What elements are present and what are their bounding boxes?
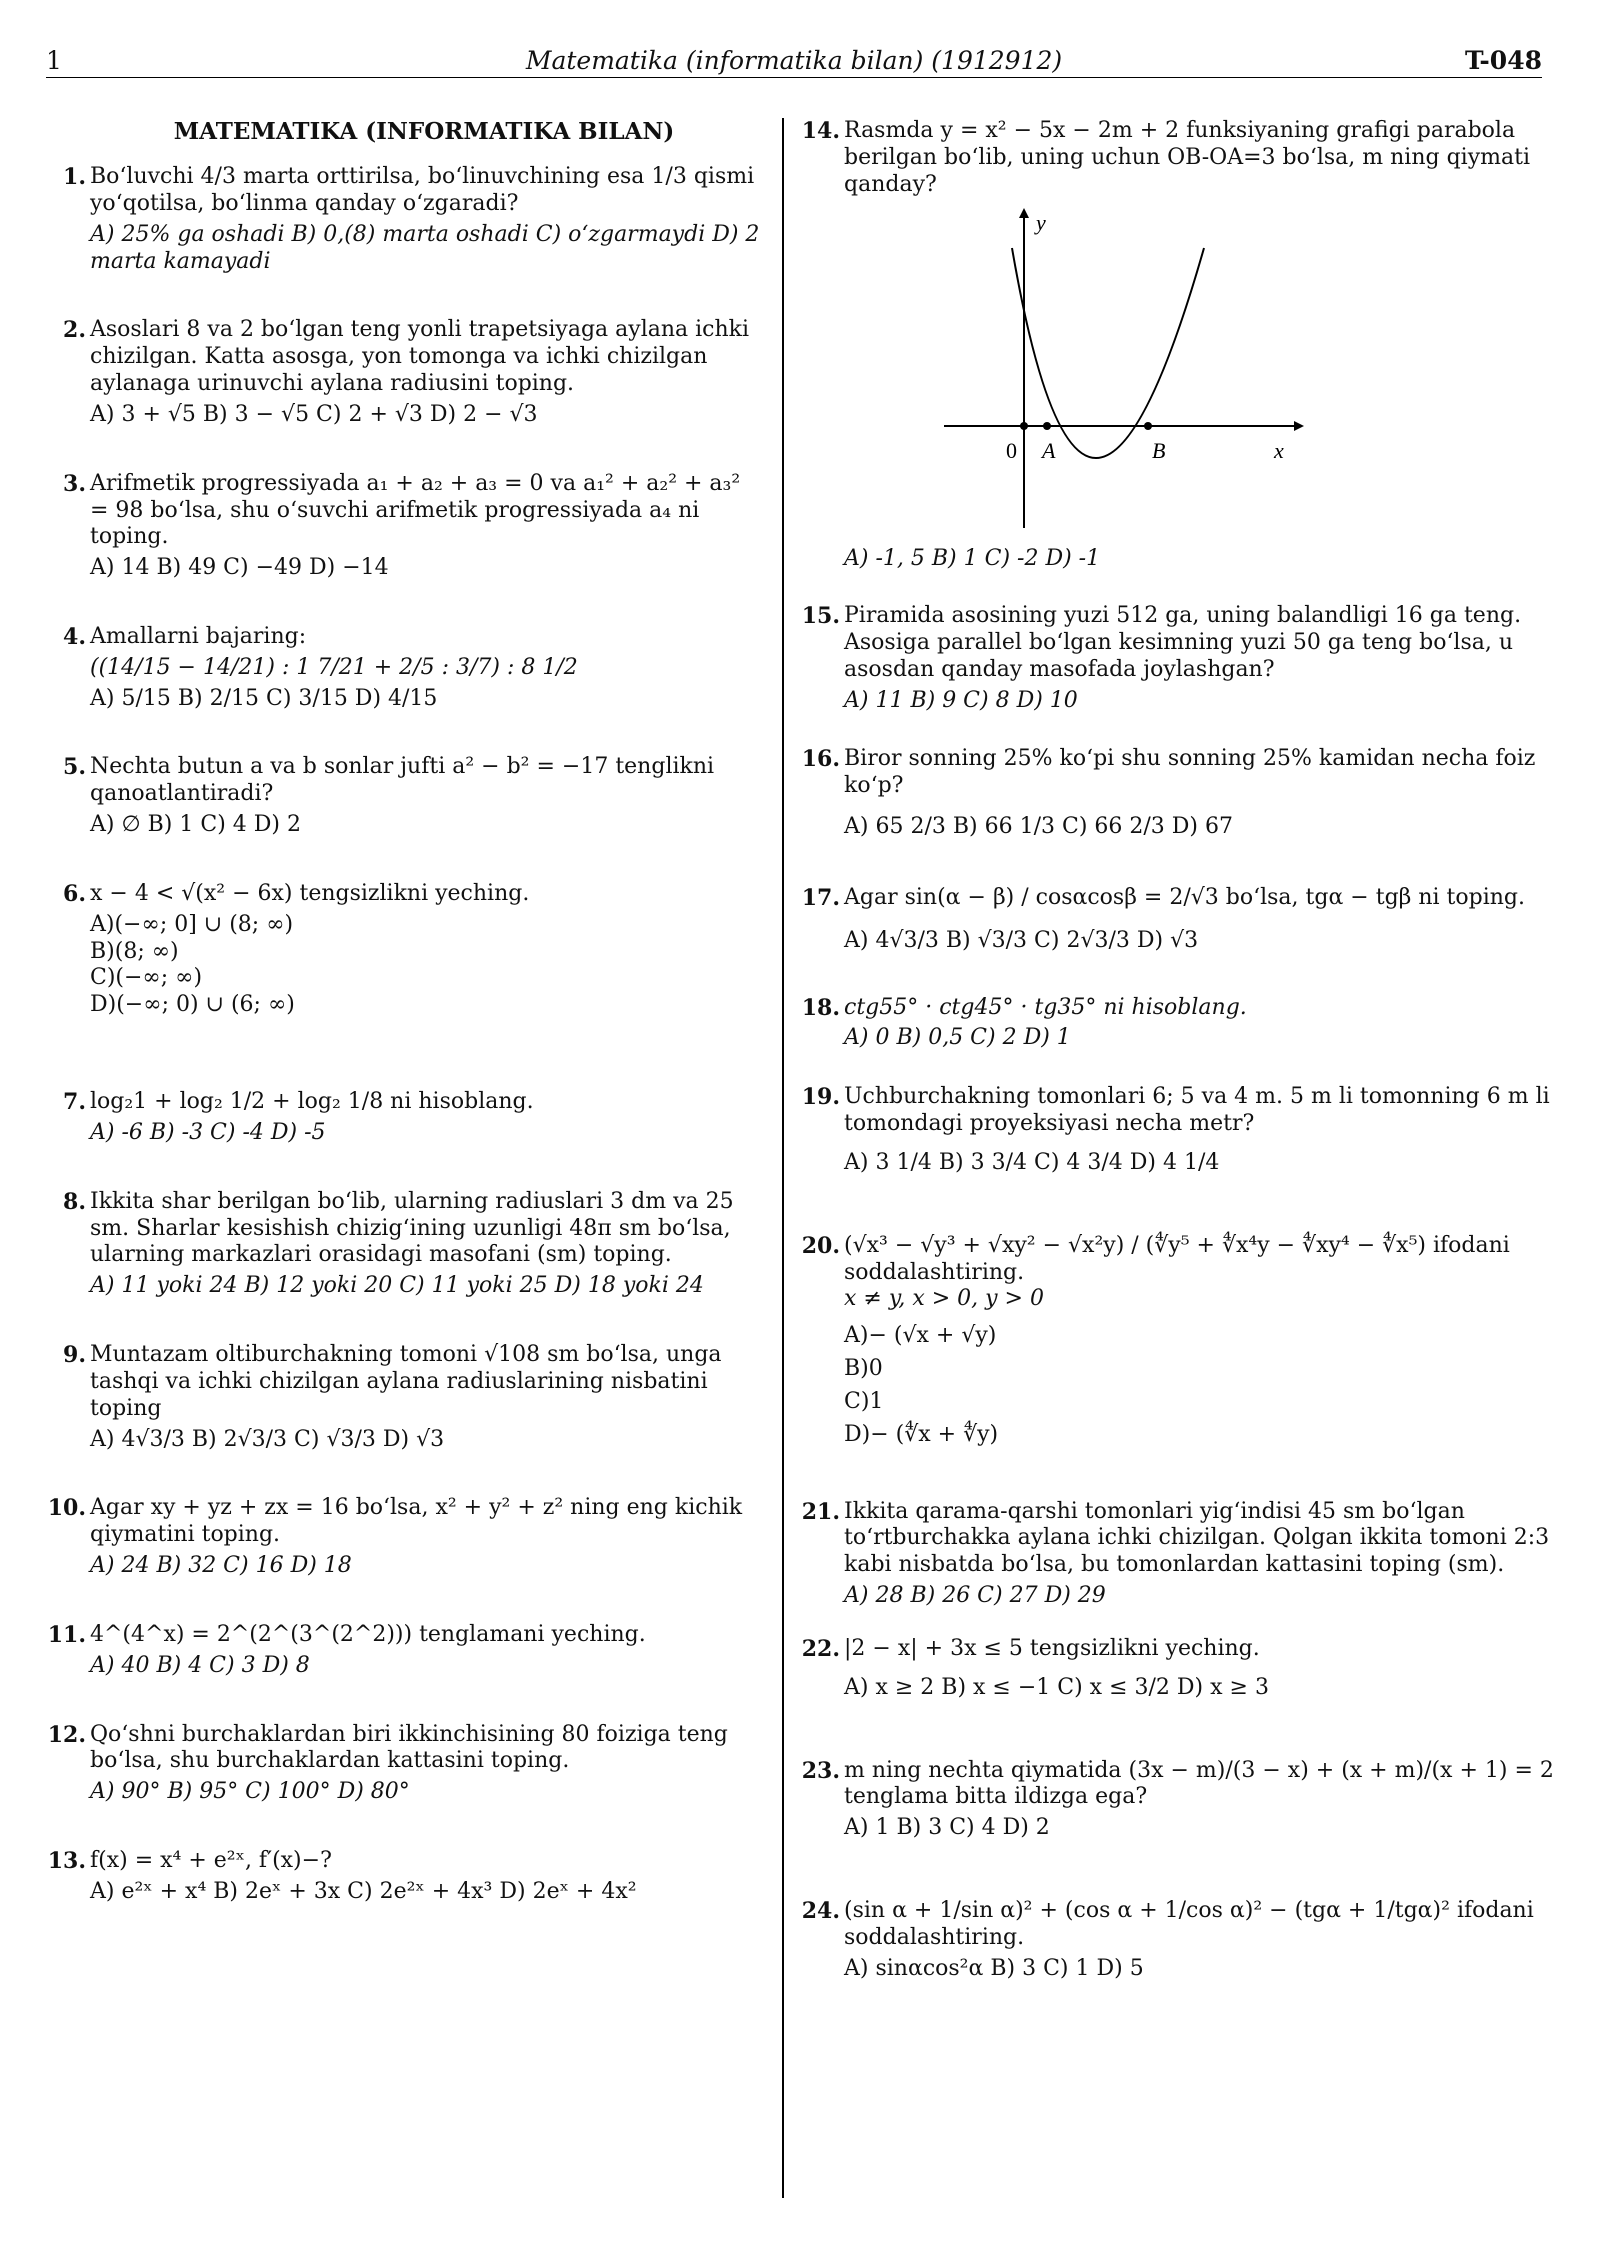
y-axis-arrow [1019, 208, 1029, 218]
question-text: Qo‘shni burchaklardan biri ikkinchisining 80 foiziga teng bo‘lsa, shu burchaklardan kattasini toping. [90, 1721, 728, 1774]
question-5 [46, 754, 762, 838]
answer-options: A) 25% ga oshadi B) 0,(8) marta oshadi C) o‘zgarmaydi D) 2 marta kamayadi [90, 221, 760, 274]
column-divider [782, 118, 784, 2198]
point-a-label: A [1042, 438, 1056, 464]
question-number: 5. [63, 754, 86, 781]
test-code: T-048 [1464, 46, 1542, 75]
answer-option-c: C)1 [844, 1388, 884, 1414]
question-13 [46, 1848, 762, 1906]
question-number: 21. [801, 1498, 840, 1525]
question-number: 1. [63, 164, 86, 191]
question-number: 7. [63, 1089, 86, 1116]
question-11 [46, 1622, 762, 1680]
answer-options: A) 14 B) 49 C) −49 D) −14 [90, 555, 389, 581]
answer-option-b: B)(8; ∞) [90, 938, 179, 964]
answer-options: A) 65 2/3 B) 66 1/3 C) 66 2/3 D) 67 [844, 814, 1233, 840]
question-12 [46, 1722, 762, 1806]
answer-options: A) 4√3/3 B) √3/3 C) 2√3/3 D) √3 [844, 927, 1199, 953]
question-number: 11. [47, 1621, 86, 1648]
page-number: 1 [46, 46, 62, 75]
question-22 [800, 1636, 1560, 1702]
y-axis-label: y [1036, 210, 1046, 236]
question-text: log₂1 + log₂ 1/2 + log₂ 1/8 ni hisoblang. [90, 1089, 534, 1115]
answer-options: A) 24 B) 32 C) 16 D) 18 [90, 1553, 352, 1579]
answer-options: A) 28 B) 26 C) 27 D) 29 [844, 1583, 1106, 1609]
question-2 [46, 317, 762, 428]
question-9 [46, 1342, 762, 1453]
answer-options: A) e²ˣ + x⁴ B) 2eˣ + 3x C) 2e²ˣ + 4x³ D) 2eˣ + 4x² [90, 1878, 637, 1904]
point-a [1043, 422, 1051, 430]
question-number: 14. [801, 118, 840, 144]
question-condition: x ≠ y, x > 0, y > 0 [844, 1286, 1044, 1312]
question-number: 9. [63, 1342, 86, 1369]
question-7 [46, 1089, 762, 1147]
answer-options: A) 11 B) 9 C) 8 D) 10 [844, 687, 1078, 713]
question-6 [46, 881, 762, 1019]
parabola-graph-svg [944, 208, 1304, 528]
question-23 [800, 1758, 1560, 1842]
question-17 [800, 885, 1560, 955]
question-text: Biror sonning 25% ko‘pi shu sonning 25% kamidan necha foiz ko‘p? [844, 746, 1536, 799]
question-14 [800, 118, 1560, 573]
question-text: Asoslari 8 va 2 bo‘lgan teng yonli trapetsiyaga aylana ichki chizilgan. Katta asosga, yon tomonga va ichki chizilgan aylanaga urinuvchi aylana radiusini toping. [90, 317, 750, 397]
answer-options: A) 11 yoki 24 B) 12 yoki 20 C) 11 yoki 25 D) 18 yoki 24 [90, 1273, 704, 1299]
question-text: m ning nechta qiymatida (3x − m)/(3 − x) + (x + m)/(x + 1) = 2 tenglama bitta ildizga ega? [844, 1757, 1554, 1810]
question-1 [46, 164, 762, 275]
question-3 [46, 471, 762, 582]
question-text: Muntazam oltiburchakning tomoni √108 sm bo‘lsa, unga tashqi va ichki chizilgan aylana radiuslarining nisbatini toping [90, 1342, 722, 1421]
answer-option-a: A)(−∞; 0] ∪ (8; ∞) [90, 911, 294, 937]
question-text: (√x³ − √y³ + √xy² − √x²y) / (∜y⁵ + ∜x⁴y − ∜xy⁴ − ∜x⁵) ifodani soddalashtiring. [844, 1232, 1510, 1285]
answer-options: A) 40 B) 4 C) 3 D) 8 [90, 1652, 310, 1678]
question-19 [800, 1084, 1560, 1176]
question-18 [800, 995, 1560, 1053]
question-text: Piramida asosining yuzi 512 ga, uning balandligi 16 ga teng. Asosiga parallel bo‘lgan kesimning yuzi 50 ga teng bo‘lsa, u asosdan qanday masofada joylashgan? [844, 603, 1522, 682]
question-number: 12. [47, 1721, 86, 1748]
answer-options: A) ∅ B) 1 C) 4 D) 2 [90, 812, 301, 838]
answer-option-a: A)− (√x + √y) [844, 1323, 997, 1349]
answer-options: A) sinαcos²α B) 3 C) 1 D) 5 [844, 1955, 1144, 1981]
x-axis-arrow [1294, 421, 1304, 431]
question-text: Rasmda y = x² − 5x − 2m + 2 funksiyaning grafigi parabola berilgan bo‘lib, uning uchun OB-OA=3 bo‘lsa, m ning qiymati qanday? [844, 118, 1530, 197]
question-text: Arifmetik progressiyada a₁ + a₂ + a₃ = 0 va a₁² + a₂² + a₃² = 98 bo‘lsa, shu o‘suvchi arifmetik progressiyada a₄ ni toping. [90, 470, 741, 550]
question-number: 19. [801, 1084, 840, 1111]
question-text: Ikkita qarama-qarshi tomonlari yig‘indisi 45 sm bo‘lgan to‘rtburchakka aylana ichki chizilgan. Qolgan ikkita tomoni 2:3 kabi nisbatda bo‘lsa, bu tomonlardan kattasini toping (sm). [844, 1498, 1550, 1578]
question-text: Nechta butun a va b sonlar jufti a² − b² = −17 tenglikni qanoatlantiradi? [90, 754, 715, 807]
question-number: 15. [801, 603, 840, 630]
question-10 [46, 1495, 762, 1579]
question-text: x − 4 < √(x² − 6x) tengsizlikni yeching. [90, 880, 530, 906]
question-text: Uchburchakning tomonlari 6; 5 va 4 m. 5 m li tomonning 6 m li tomondagi proyeksiyasi necha metr? [844, 1084, 1550, 1137]
answer-option-d: D)− (∜x + ∜y) [844, 1421, 999, 1447]
question-text: 4^(4^x) = 2^(2^(3^(2^2))) tenglamani yeching. [90, 1621, 646, 1647]
question-number: 20. [801, 1232, 840, 1259]
question-24 [800, 1898, 1560, 1982]
page-title: Matematika (informatika bilan) (1912912) [525, 46, 1063, 75]
answer-option-b: B)0 [844, 1356, 883, 1382]
answer-option-d: D)(−∞; 0) ∪ (6; ∞) [90, 992, 295, 1018]
parabola-graph [944, 208, 1560, 536]
answer-options: A) 3 1/4 B) 3 3/4 C) 4 3/4 D) 4 1/4 [844, 1149, 1220, 1175]
question-number: 22. [801, 1635, 840, 1662]
question-number: 13. [47, 1848, 86, 1874]
question-number: 8. [63, 1188, 86, 1215]
question-text: Ikkita shar berilgan bo‘lib, ularning radiuslari 3 dm va 25 sm. Sharlar kesishish chizig‘ining uzunligi 48π sm bo‘lsa, ularning markazlari orasidagi masofani (sm) toping. [90, 1188, 734, 1268]
section-title: MATEMATIKA (INFORMATIKA BILAN) [173, 118, 675, 145]
question-text: (sin α + 1/sin α)² + (cos α + 1/cos α)² − (tgα + 1/tgα)² ifodani soddalashtiring. [844, 1897, 1534, 1950]
point-b-label: B [1152, 438, 1166, 464]
answer-options: A) -1, 5 B) 1 C) -2 D) -1 [844, 546, 1101, 572]
question-text: Bo‘luvchi 4/3 marta orttirilsa, bo‘linuvchining esa 1/3 qismi yo‘qotilsa, bo‘linma qanday o‘zgaradi? [90, 164, 755, 216]
question-text: |2 − x| + 3x ≤ 5 tengsizlikni yeching. [844, 1635, 1260, 1661]
answer-options: A) 1 B) 3 C) 4 D) 2 [844, 1815, 1050, 1841]
question-text: Agar sin(α − β) / cosαcosβ = 2/√3 bo‘lsa, tgα − tgβ ni toping. [844, 884, 1526, 910]
question-16 [800, 746, 1560, 840]
question-formula: ((14/15 − 14/21) : 1 7/21 + 2/5 : 3/7) : 8 1/2 [90, 654, 578, 680]
question-text: ctg55° · ctg45° · tg35° ni hisoblang. [844, 994, 1247, 1020]
answer-options: A) x ≥ 2 B) x ≤ −1 C) x ≤ 3/2 D) x ≥ 3 [844, 1674, 1269, 1700]
answer-option-c: C)(−∞; ∞) [90, 965, 203, 991]
question-number: 23. [801, 1757, 840, 1784]
question-21 [800, 1499, 1560, 1610]
question-text: Agar xy + yz + zx = 16 bo‘lsa, x² + y² + z² ning eng kichik qiymatini toping. [90, 1495, 743, 1548]
right-column [800, 118, 1560, 1982]
question-8 [46, 1189, 762, 1300]
question-20 [800, 1233, 1560, 1449]
question-text: f(x) = x⁴ + e²ˣ, f′(x)−? [90, 1848, 332, 1873]
answer-options: A) 90° B) 95° C) 100° D) 80° [90, 1779, 410, 1805]
question-number: 2. [63, 317, 86, 344]
question-number: 6. [63, 880, 86, 907]
question-number: 4. [63, 623, 86, 650]
answer-options: A) 0 B) 0,5 C) 2 D) 1 [844, 1025, 1071, 1051]
question-number: 17. [801, 884, 840, 911]
x-axis-label: x [1274, 438, 1284, 464]
question-number: 10. [47, 1495, 86, 1522]
question-15 [800, 603, 1560, 714]
answer-options: A) 5/15 B) 2/15 C) 3/15 D) 4/15 [90, 685, 438, 711]
answer-options: A) 3 + √5 B) 3 − √5 C) 2 + √3 D) 2 − √3 [90, 401, 538, 427]
point-b [1144, 422, 1152, 430]
question-number: 18. [801, 994, 840, 1021]
left-column [46, 118, 762, 1906]
origin-point [1020, 422, 1028, 430]
origin-label: 0 [1006, 438, 1017, 464]
page-header [46, 44, 1542, 78]
question-number: 3. [63, 470, 86, 497]
question-4 [46, 624, 762, 712]
answer-options: A) 4√3/3 B) 2√3/3 C) √3/3 D) √3 [90, 1426, 445, 1452]
answer-options: A) -6 B) -3 C) -4 D) -5 [90, 1119, 326, 1145]
question-text: Amallarni bajaring: [90, 623, 307, 649]
question-number: 24. [801, 1897, 840, 1924]
question-number: 16. [801, 746, 840, 773]
